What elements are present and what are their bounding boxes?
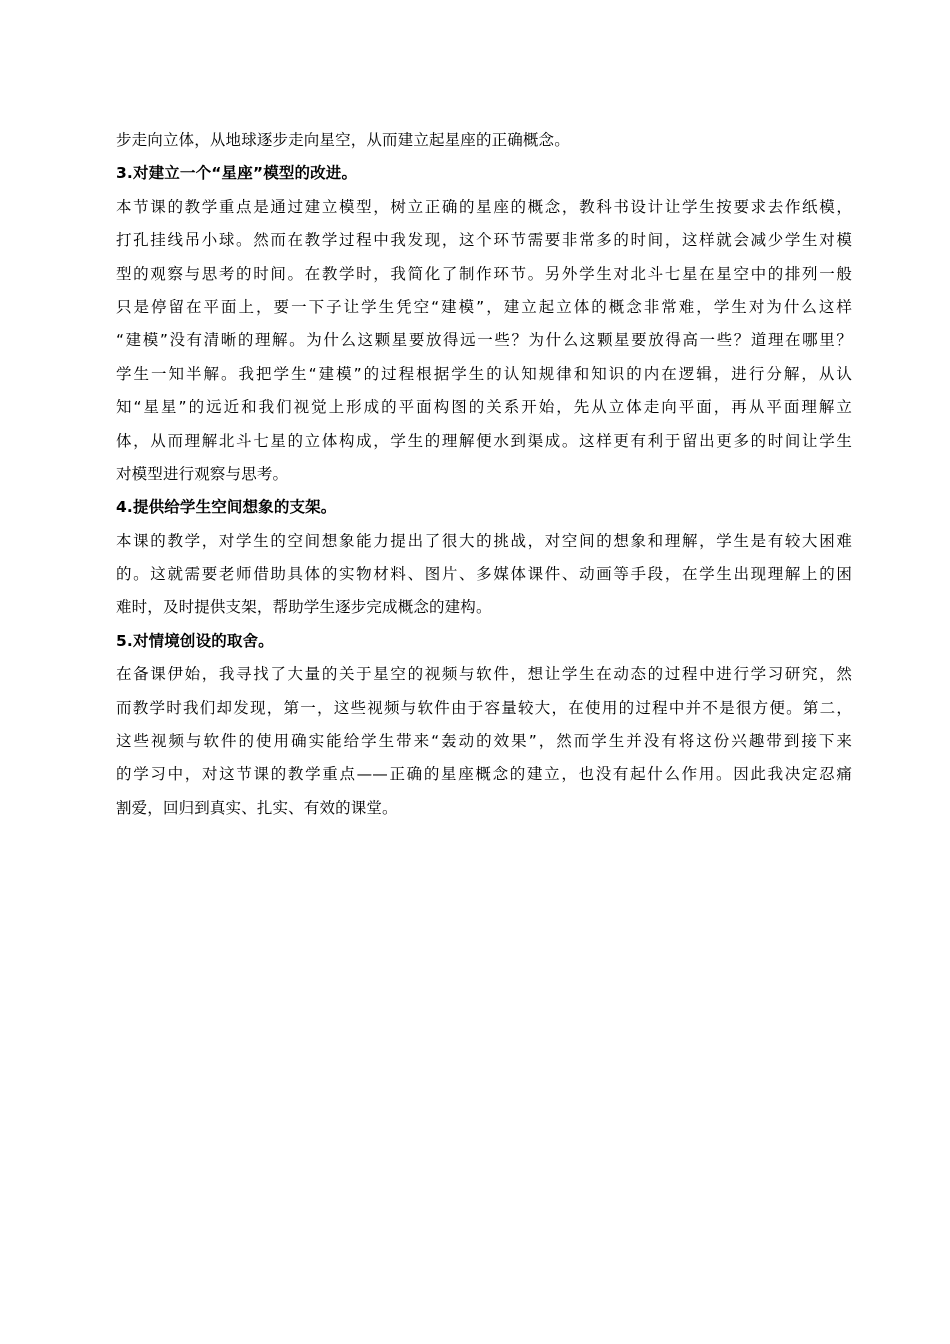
document-page — [116, 124, 852, 825]
paragraph-line: 割爱，回归到真实、扎实、有效的课堂。 — [116, 798, 398, 817]
paragraph-line: 打孔挂线吊小球。然而在教学过程中我发现，这个环节需要非常多的时间，这样就会减少学生对模 — [116, 231, 852, 250]
section-heading: 4.提供给学生空间想象的支架。 — [116, 498, 337, 517]
paragraph-line: 只是停留在平面上，要一下子让学生凭空“建模”，建立起立体的概念非常难，学生对为什么这样 — [116, 297, 852, 316]
paragraph-line: 这些视频与软件的使用确实能给学生带来“轰动的效果”，然而学生并没有将这份兴趣带到接下来 — [116, 732, 852, 751]
paragraph-line: 型的观察与思考的时间。在教学时，我简化了制作环节。另外学生对北斗七星在星空中的排列一般 — [116, 264, 852, 283]
paragraph-line: 学生一知半解。我把学生“建模”的过程根据学生的认知规律和知识的内在逻辑，进行分解，从认 — [116, 364, 852, 383]
paragraph-line: 难时，及时提供支架，帮助学生逐步完成概念的建构。 — [116, 598, 492, 617]
paragraph-line: 本课的教学，对学生的空间想象能力提出了很大的挑战，对空间的想象和理解，学生是有较大困难 — [116, 531, 852, 550]
paragraph-line: 对模型进行观察与思考。 — [116, 464, 289, 483]
paragraph-line: 的。这就需要老师借助具体的实物材料、图片、多媒体课件、动画等手段，在学生出现理解上的困 — [116, 565, 852, 584]
paragraph-line: 步走向立体，从地球逐步走向星空，从而建立起星座的正确概念。 — [116, 131, 570, 149]
paragraph-line: 本节课的教学重点是通过建立模型，树立正确的星座的概念，教科书设计让学生按要求去作纸模， — [116, 197, 852, 216]
paragraph-line: “建模”没有清晰的理解。为什么这颗星要放得远一些？为什么这颗星要放得高一些？道理在哪里？ — [116, 331, 852, 350]
paragraph-line: 而教学时我们却发现，第一，这些视频与软件由于容量较大，在使用的过程中并不是很方便。第二， — [116, 698, 852, 717]
paragraph-line: 体，从而理解北斗七星的立体构成，学生的理解便水到渠成。这样更有利于留出更多的时间让学生 — [116, 431, 852, 450]
section-heading: 3.对建立一个“星座”模型的改进。 — [116, 164, 358, 183]
paragraph-line: 在备课伊始，我寻找了大量的关于星空的视频与软件，想让学生在动态的过程中进行学习研究，然 — [116, 665, 852, 684]
section-heading: 5.对情境创设的取舍。 — [116, 631, 274, 650]
paragraph-line: 的学习中，对这节课的教学重点——正确的星座概念的建立，也没有起什么作用。因此我决定忍痛 — [116, 765, 852, 784]
paragraph-line: 知“星星”的远近和我们视觉上形成的平面构图的关系开始，先从立体走向平面，再从平面理解立 — [116, 398, 852, 417]
